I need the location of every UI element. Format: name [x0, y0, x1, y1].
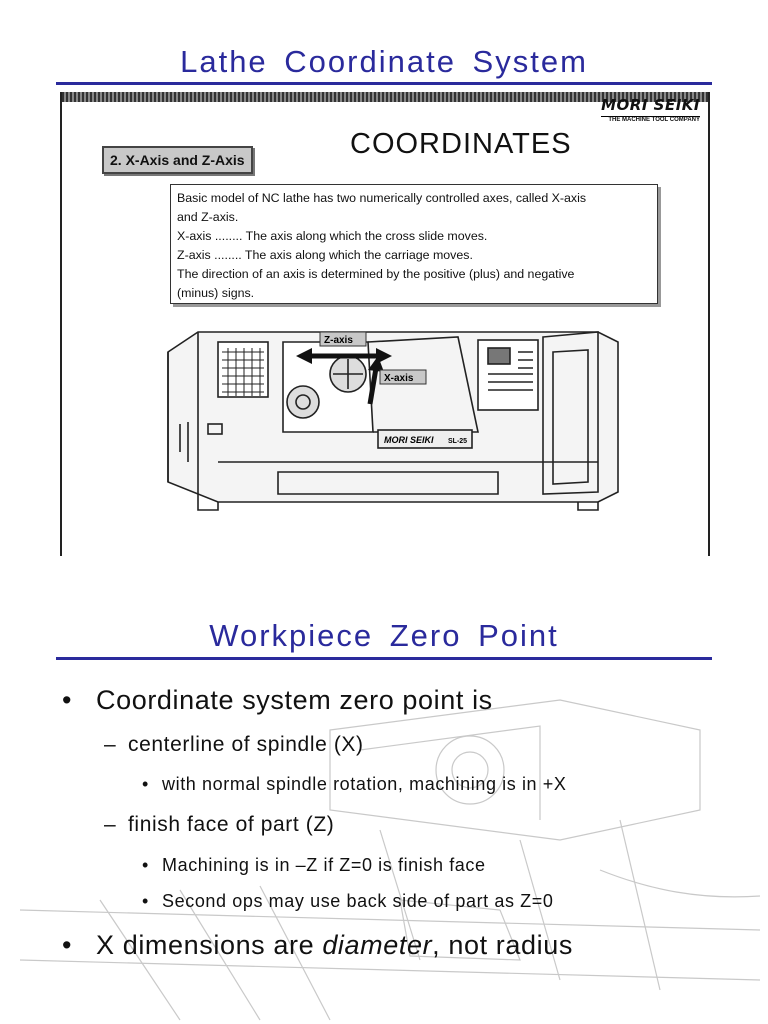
figure-section-label: 2. X-Axis and Z-Axis: [102, 146, 253, 174]
machine-model: SL-25: [448, 438, 468, 445]
title-underline: [56, 82, 712, 85]
emphasized-term: diameter: [322, 930, 433, 960]
definition-line: Basic model of NC lathe has two numerically controlled axes, called X-axis: [177, 191, 587, 205]
bullet-text: X dimensions are: [96, 930, 323, 960]
bullet-item: [62, 930, 573, 961]
bullet-marker: •: [142, 891, 149, 911]
figure-heading: COORDINATES: [350, 128, 572, 160]
machine-nameplate: MORI SEIKI: [384, 435, 434, 445]
section-underline: [56, 657, 712, 660]
sub-sub-bullet-text: Second ops may use back side of part as Z=0: [162, 891, 554, 911]
definition-line: (minus) signs.: [177, 286, 255, 300]
bullet-marker: •: [142, 855, 149, 875]
z-axis-label: Z-axis: [324, 335, 353, 346]
definition-line: and Z-axis.: [177, 210, 239, 224]
sub-bullet-text: centerline of spindle (X): [128, 733, 364, 756]
sub-bullet-item: [104, 733, 364, 757]
definition-box: [170, 184, 658, 304]
section-title: Workpiece Zero Point: [209, 618, 559, 653]
definition-line: X-axis ........ The axis along which the cross slide moves.: [177, 229, 488, 243]
bullet-text: Coordinate system zero point is: [96, 685, 493, 715]
bullet-marker: •: [62, 685, 73, 715]
dash-marker: –: [104, 733, 117, 756]
sub-sub-bullet-text: Machining is in –Z if Z=0 is finish face: [162, 855, 486, 875]
brand-name: MORI SEIKI: [601, 96, 700, 114]
brand-tagline: THE MACHINE TOOL COMPANY: [601, 116, 700, 123]
definition-line: Z-axis ........ The axis along which the carriage moves.: [177, 248, 473, 262]
nc-lathe-illustration: [158, 312, 628, 552]
sub-sub-bullet-item: [142, 891, 554, 912]
bullet-marker: •: [62, 930, 73, 960]
brand-logo: [601, 96, 700, 123]
bullet-marker: •: [142, 774, 149, 794]
bullet-item: [62, 685, 493, 716]
slide-title: Lathe Coordinate System: [180, 44, 588, 79]
definition-line: The direction of an axis is determined by the positive (plus) and negative: [177, 267, 575, 281]
sub-sub-bullet-item: [142, 855, 486, 876]
coordinates-figure: [60, 92, 710, 556]
sub-sub-bullet-text: with normal spindle rotation, machining is in +X: [162, 774, 567, 794]
bullet-text-tail: , not radius: [432, 930, 573, 960]
x-axis-label: X-axis: [384, 373, 414, 384]
dash-marker: –: [104, 813, 117, 836]
sub-bullet-item: [104, 813, 334, 837]
sub-bullet-text: finish face of part (Z): [128, 813, 335, 836]
sub-sub-bullet-item: [142, 774, 567, 795]
